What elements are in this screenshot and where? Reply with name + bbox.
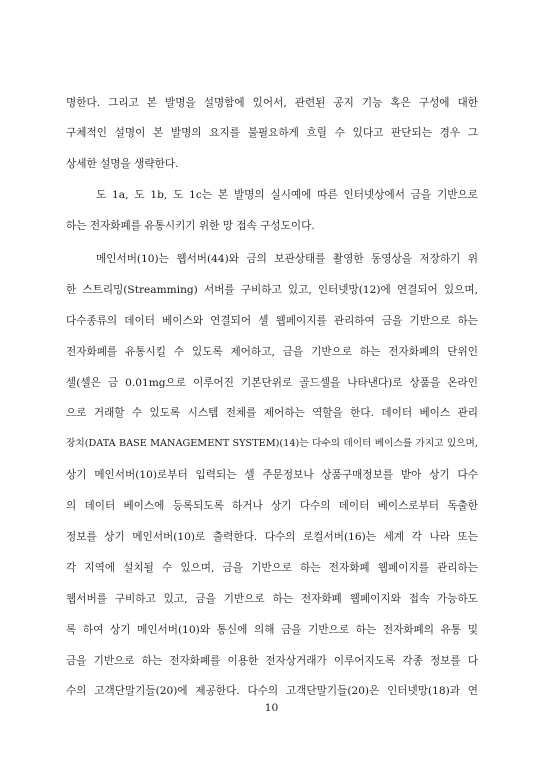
text-line-6: 메인서버(10)는 웹서버(44)와 금의 보관상태를 촬영한 동영상을 저장하기 위 [96,253,478,265]
text-line-5: 하는 전자화폐를 유통시키기 위한 망 접속 구성도이다. [66,220,315,232]
text-line-17: 웹서버를 구비하고 있고, 금을 기반으로 하는 전자화폐 웹페이지와 접속 가능하도 [66,593,478,605]
text-line-10: 셀(셀은 금 0.01mg으로 이루어진 기본단위로 골드셀을 나타낸다)로 상품을 온라인 [66,377,478,389]
text-line-1: 명한다. 그리고 본 발명을 설명함에 있어서, 관련된 공지 기능 혹은 구성에 대한 [66,97,478,109]
text-line-20: 수의 고객단말기들(20)에 제공한다. 다수의 고객단말기들(20)은 인터넷망(18)과 연 [66,685,478,697]
text-line-14: 의 데이터 베이스에 등록되도록 하거나 상기 다수의 데이터 베이스로부터 독출한 [66,500,478,512]
text-line-13: 상기 메인서버(10)로부터 입력되는 셀 주문정보나 상품구매정보를 받아 상기 다수 [66,469,478,481]
page-number: 10 [264,702,279,714]
text-line-7: 한 스트리밍(Streamming) 서버를 구비하고 있고, 인터넷망(12)에 연결되어 있으며, [66,284,478,296]
text-line-11: 으로 거래할 수 있도록 시스템 전체를 제어하는 역할을 한다. 데이터 베이스 관리 [66,407,478,419]
text-line-16: 각 지역에 설치될 수 있으며, 금을 기반으로 하는 전자화폐 웹페이지를 관리하는 [66,562,478,574]
text-line-15: 정보를 상기 메인서버(10)로 출력한다. 다수의 로컬서버(16)는 세계 각 나라 또는 [66,531,478,543]
text-line-2: 구체적인 설명이 본 발명의 요지를 불필요하게 흐릴 수 있다고 판단되는 경우 그 [66,127,478,139]
text-line-9: 전자화폐를 유통시킬 수 있도록 제어하고, 금을 기반으로 하는 전자화폐의 단위인 [66,346,478,358]
text-line-12: 장치(DATA BASE MANAGEMENT SYSTEM)(14)는 다수의 데이터 베이스를 가지고 있으며, [66,438,478,449]
text-line-18: 록 하여 상기 메인서버(10)와 통신에 의해 금을 기반으로 하는 전자화폐의 유통 및 [66,624,478,636]
text-line-19: 금을 기반으로 하는 전자화폐를 이용한 전자상거래가 이루어지도록 각종 정보를 다 [66,655,478,667]
text-line-4: 도 1a, 도 1b, 도 1c는 본 발명의 실시예에 따른 인터넷상에서 금을 기반으로 [96,189,478,201]
text-line-3: 상세한 설명을 생략한다. [66,158,179,170]
text-line-8: 다수종류의 데이터 베이스와 연결되어 셀 웹페이지를 관리하여 금을 기반으로 하는 [66,315,478,327]
